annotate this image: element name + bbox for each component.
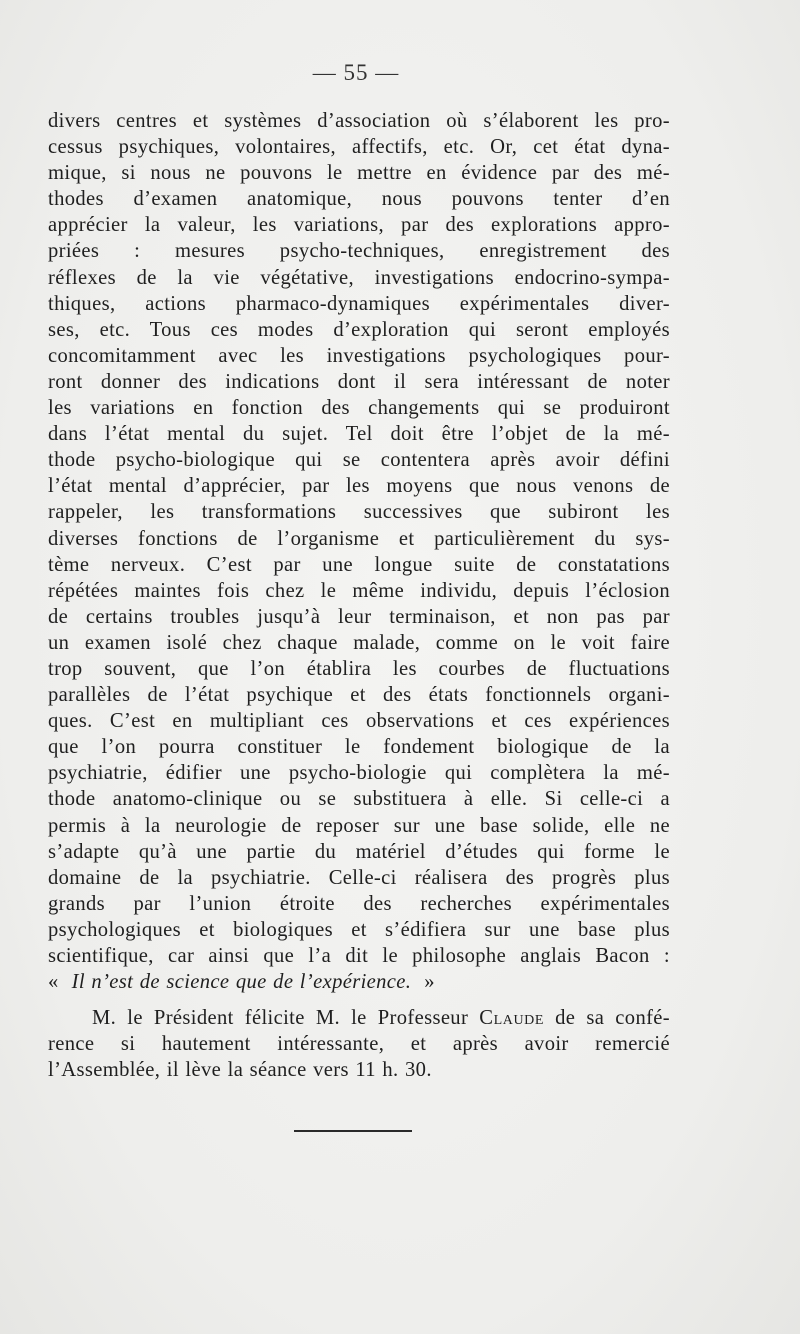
- paragraph-line: priées : mesures psycho-techniques, enregistrement des: [48, 240, 670, 263]
- paragraph-line: que l’on pourra constituer le fondement biologique de la: [48, 736, 670, 759]
- closing-line-1: [48, 1005, 670, 1031]
- paragraph-line: thiques, actions pharmaco-dynamiques expérimentales diver-: [48, 292, 670, 315]
- paragraph-line: ront donner des indications dont il sera intéressant de noter: [48, 370, 670, 393]
- paragraph-line: apprécier la valeur, les variations, par des explorations appro-: [48, 214, 670, 237]
- quote-text: Il n’est de science que de l’expérience.: [71, 971, 412, 994]
- paragraph-line: de certains troubles jusqu’à leur terminaison, et non pas par: [48, 605, 670, 628]
- closing-line-3: l’Assemblée, il lève la séance vers 11 h. 30.: [48, 1059, 432, 1082]
- paragraph-line: un examen isolé chez chaque malade, comme on le voit faire: [48, 631, 670, 654]
- bacon-quote: [48, 969, 670, 995]
- paragraph-line: parallèles de l’état psychique et des états fonctionnels organi-: [48, 684, 670, 707]
- paragraph-line: mique, si nous ne pouvons le mettre en évidence par des mé-: [48, 162, 670, 185]
- paragraph-line: psychologiques et biologiques et s’édifiera sur une base plus: [48, 918, 670, 941]
- paragraph-line: concomitamment avec les investigations psychologiques pour-: [48, 344, 670, 367]
- quote-close-mark: »: [424, 971, 435, 994]
- page-number: — 55 —: [312, 60, 400, 85]
- paragraph-line: diverses fonctions de l’organisme et particulièrement du sys-: [48, 527, 670, 550]
- closing-paragraph: [48, 1005, 670, 1083]
- paragraph-line: scientifique, car ainsi que l’a dit le philosophe anglais Bacon :: [48, 945, 670, 967]
- paragraph-line: l’état mental d’apprécier, par les moyens que nous venons de: [48, 475, 670, 498]
- paragraph-line: thode psycho-biologique qui se contentera après avoir défini: [48, 449, 670, 472]
- paragraph-line: répétées maintes fois chez le même individu, depuis l’éclosion: [48, 579, 670, 602]
- paragraph-line: permis à la neurologie de reposer sur une base solide, elle ne: [48, 814, 670, 837]
- quote-open-mark: «: [48, 971, 59, 994]
- paragraph-line: ses, etc. Tous ces modes d’exploration qui seront employés: [48, 318, 670, 341]
- main-paragraph: [48, 108, 670, 995]
- paragraph-line: s’adapte qu’à une partie du matériel d’études qui forme le: [48, 840, 670, 863]
- paragraph-line: réflexes de la vie végétative, investigations endocrino-sympa-: [48, 266, 670, 289]
- closing-line-1-after: de sa confé-: [555, 1007, 671, 1029]
- end-rule: [294, 1130, 412, 1132]
- paragraph-line: psychiatrie, édifier une psycho-biologie qui complètera la mé-: [48, 762, 670, 785]
- paragraph-line: rappeler, les transformations successives que subiront les: [48, 501, 670, 524]
- paragraph-line: domaine de la psychiatrie. Celle-ci réalisera des progrès plus: [48, 866, 670, 889]
- paragraph-line: divers centres et systèmes d’association où s’élaborent les pro-: [48, 110, 670, 132]
- paragraph-line: thode anatomo-clinique ou se substituera à elle. Si celle-ci a: [48, 788, 670, 811]
- paragraph-line: ques. C’est en multipliant ces observations et ces expériences: [48, 710, 670, 733]
- paragraph-line: dans l’état mental du sujet. Tel doit être l’objet de la mé-: [48, 423, 670, 446]
- paragraph-line: tème nerveux. C’est par une longue suite de constatations: [48, 553, 670, 576]
- paragraph-line: cessus psychiques, volontaires, affectifs, etc. Or, cet état dyna-: [48, 136, 670, 159]
- professor-name: Claude: [479, 1007, 545, 1029]
- paragraph-line: les variations en fonction des changements qui se produiront: [48, 397, 670, 420]
- closing-line-1-before: M. le Président félicite M. le Professeur: [92, 1007, 469, 1029]
- paragraph-line: trop souvent, que l’on établira les courbes de fluctuations: [48, 657, 670, 680]
- paragraph-line: thodes d’examen anatomique, nous pouvons tenter d’en: [48, 188, 670, 211]
- closing-line-2: rence si hautement intéressante, et après avoir remercié: [48, 1033, 670, 1056]
- paragraph-line: grands par l’union étroite des recherches expérimentales: [48, 892, 670, 915]
